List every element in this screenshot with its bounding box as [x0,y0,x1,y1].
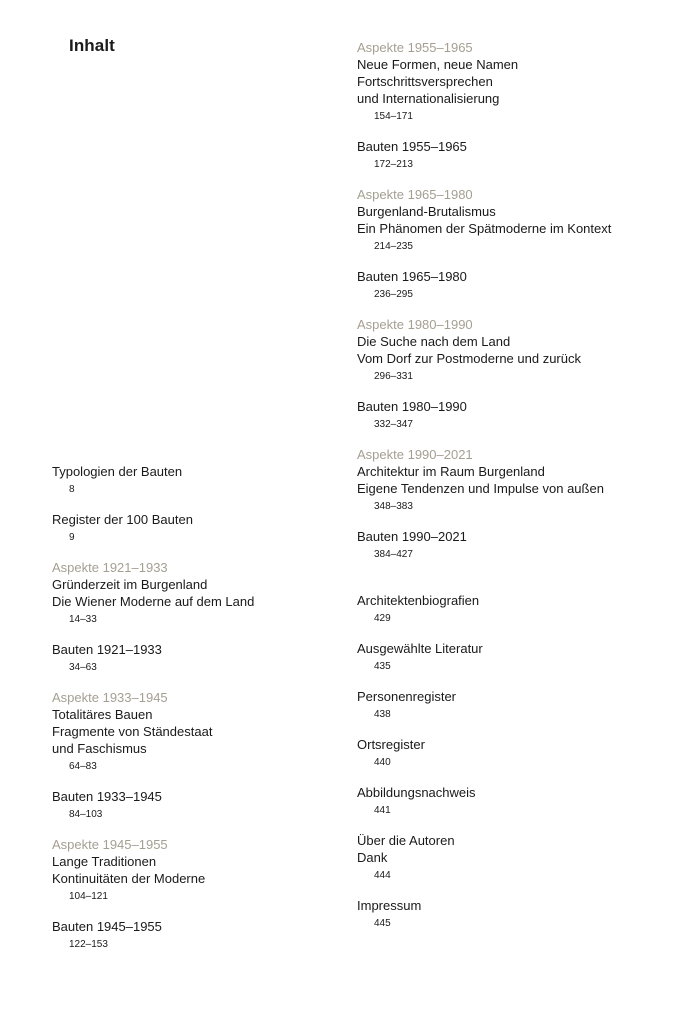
toc-entry [357,784,677,817]
toc-entry [52,559,372,626]
page-range: 104–121 [69,891,108,902]
entry-title: Über die Autoren [357,833,455,848]
page-title: Inhalt [69,36,115,55]
toc-entry [357,592,677,625]
entry-subtitle: Vom Dorf zur Postmoderne und zurück [357,351,581,366]
page-range: 332–347 [374,419,413,430]
section-label: Aspekte 1980–1990 [357,317,473,332]
entry-subtitle: Die Wiener Moderne auf dem Land [52,594,255,609]
toc-entry [357,138,677,171]
entry-subtitle: Kontinuitäten der Moderne [52,871,206,886]
toc-entry [357,832,677,882]
page-range: 214–235 [374,241,413,252]
entry-title: Abbildungsnachweis [357,785,476,800]
toc-entry [357,897,677,930]
page-range: 296–331 [374,371,413,382]
entry-title: Bauten 1945–1955 [52,919,162,934]
page-range: 9 [69,532,75,543]
entry-title: Burgenland-Brutalismus [357,204,496,219]
entry-title: Neue Formen, neue Namen [357,57,519,72]
page-range: 172–213 [374,159,413,170]
entry-title: Typologien der Bauten [52,464,183,479]
entry-title: Bauten 1955–1965 [357,139,467,154]
page-range: 34–63 [69,662,97,673]
page-range: 435 [374,661,391,672]
entry-title: Register der 100 Bauten [52,512,193,527]
page-range: 441 [374,805,391,816]
entry-title: Gründerzeit im Burgenland [52,577,208,592]
toc-entry [52,641,372,674]
page-range: 384–427 [374,549,413,560]
toc-entry [357,446,677,513]
page-range: 14–33 [69,614,97,625]
toc-entry [357,316,677,383]
page-range: 64–83 [69,761,97,772]
page-range: 236–295 [374,289,413,300]
entry-subtitle: Eigene Tendenzen und Impulse von außen [357,481,604,496]
page-range: 122–153 [69,939,108,950]
toc-entry [52,788,372,821]
section-label: Aspekte 1955–1965 [357,40,473,55]
toc-entry [52,689,372,773]
entry-subtitle: Ein Phänomen der Spätmoderne im Kontext [357,221,612,236]
entry-title: Bauten 1965–1980 [357,269,467,284]
section-label: Aspekte 1945–1955 [52,837,168,852]
toc-entry [52,918,372,951]
toc-entry [52,463,372,496]
entry-title: Architektur im Raum Burgenland [357,464,545,479]
entry-title: Bauten 1980–1990 [357,399,467,414]
entry-subtitle: Dank [357,850,388,865]
entry-subtitle: Fragmente von Ständestaat [52,724,213,739]
toc-entry [357,186,677,253]
entry-title: Bauten 1933–1945 [52,789,162,804]
page-range: 438 [374,709,391,720]
entry-title: Bauten 1921–1933 [52,642,162,657]
toc-entry [357,39,677,123]
toc-entry [357,688,677,721]
entry-title: Impressum [357,898,422,913]
entry-title: Architektenbiografien [357,593,480,608]
toc-right-column [357,39,677,930]
entry-title: Totalitäres Bauen [52,707,153,722]
entry-subtitle: Fortschrittsversprechen [357,74,493,89]
entry-subtitle: und Internationalisierung [357,91,500,106]
toc-entry [52,836,372,903]
entry-subtitle: und Faschismus [52,741,147,756]
entry-title: Ortsregister [357,737,425,752]
toc-entry [357,398,677,431]
page-range: 154–171 [374,111,413,122]
section-label: Aspekte 1921–1933 [52,560,168,575]
page-range: 8 [69,484,75,495]
section-label: Aspekte 1990–2021 [357,447,473,462]
toc-entry [357,268,677,301]
entry-title: Die Suche nach dem Land [357,334,511,349]
toc-entry [52,511,372,544]
entry-title: Personenregister [357,689,456,704]
toc-entry [357,528,677,561]
page-range: 440 [374,757,391,768]
page-range: 348–383 [374,501,413,512]
page-range: 84–103 [69,809,103,820]
toc-entry [357,736,677,769]
page-range: 445 [374,918,391,929]
section-label: Aspekte 1933–1945 [52,690,168,705]
toc-entry [357,640,677,673]
entry-title: Bauten 1990–2021 [357,529,467,544]
page-range: 429 [374,613,391,624]
entry-title: Lange Traditionen [52,854,157,869]
page-range: 444 [374,870,391,881]
toc-left-column [52,463,372,951]
entry-title: Ausgewählte Literatur [357,641,483,656]
section-label: Aspekte 1965–1980 [357,187,473,202]
